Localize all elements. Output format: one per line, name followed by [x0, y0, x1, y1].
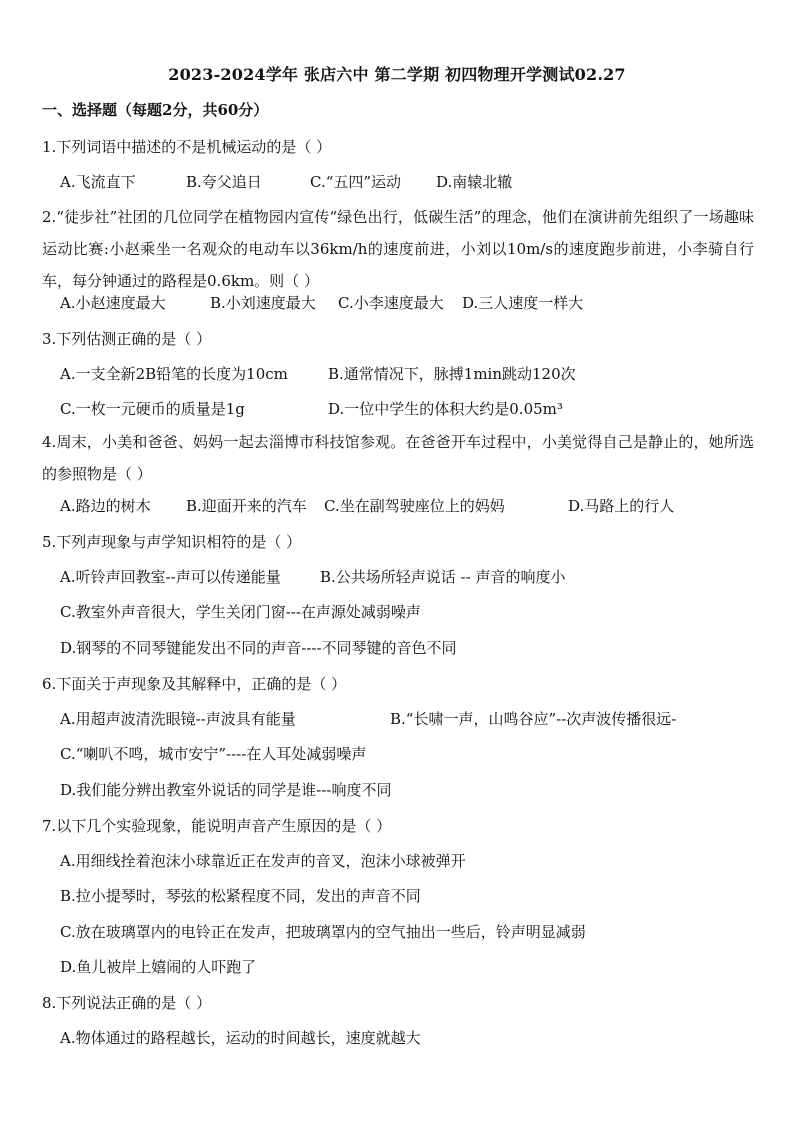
question-1-stem: 1.下列词语中描述的不是机械运动的是（ ） — [42, 138, 332, 156]
page-title: 2023-2024学年 张店六中 第二学期 初四物理开学测试02.27 — [168, 65, 626, 84]
question-2-option-d: D.三人速度一样大 — [462, 294, 584, 312]
question-6-option-c: C.“喇叭不鸣，城市安宁”----在人耳处减弱噪声 — [60, 745, 367, 763]
question-7-stem: 7.以下几个实验现象，能说明声音产生原因的是（ ） — [42, 817, 392, 835]
question-5-stem: 5.下列声现象与声学知识相符的是（ ） — [42, 533, 302, 551]
question-7-option-c: C.放在玻璃罩内的电铃正在发声，把玻璃罩内的空气抽出一些后，铃声明显减弱 — [60, 923, 586, 941]
question-2-option-c: C.小李速度最大 — [338, 294, 444, 312]
question-2-option-a: A.小赵速度最大 — [60, 294, 166, 312]
question-5-option-d: D.钢琴的不同琴键能发出不同的声音----不同琴键的音色不同 — [60, 639, 457, 657]
question-4-option-c: C.坐在副驾驶座位上的妈妈 — [324, 497, 505, 515]
question-6-option-b: B.“长啸一声，山鸣谷应”--次声波传播很远- — [390, 710, 677, 728]
question-7-option-d: D.鱼儿被岸上嬉闹的人吓跑了 — [60, 958, 257, 976]
question-4-option-d: D.马路上的行人 — [568, 497, 675, 515]
question-2-option-b: B.小刘速度最大 — [210, 294, 316, 312]
question-6-stem: 6.下面关于声现象及其解释中，正确的是（ ） — [42, 675, 347, 693]
question-7-option-a: A.用细线拴着泡沫小球靠近正在发声的音叉，泡沫小球被弹开 — [60, 852, 466, 870]
section-heading: 一、选择题（每题2分，共60分） — [42, 101, 269, 119]
question-1-option-b: B.夸父追日 — [186, 173, 262, 191]
question-1-option-a: A.飞流直下 — [60, 173, 136, 191]
question-3-stem: 3.下列估测正确的是（ ） — [42, 330, 212, 348]
question-8-option-a: A.物体通过的路程越长，运动的时间越长，速度就越大 — [60, 1029, 421, 1047]
question-8-stem: 8.下列说法正确的是（ ） — [42, 994, 212, 1012]
question-2-stem: 2.“徒步社”社团的几位同学在植物园内宣传“绿色出行，低碳生活”的理念，他们在演讲前先组织了一场趣味运动比赛:小赵乘坐一名观众的电动车以36km/h的速度前进，小刘以10m/s的速度跑步前进，小李骑自行车，每分钟通过的路程是0.6km。则（ ） — [42, 208, 754, 290]
question-4-stem: 4.周末，小美和爸爸、妈妈一起去淄博市科技馆参观。在爸爸开车过程中，小美觉得自己是静止的，她所选的参照物是（ ） — [42, 433, 754, 483]
question-4-option-b: B.迎面开来的汽车 — [186, 497, 307, 515]
question-5-option-c: C.教室外声音很大，学生关闭门窗---在声源处减弱噪声 — [60, 603, 421, 621]
question-3-option-c: C.一枚一元硬币的质量是1g — [60, 400, 245, 418]
question-6-option-a: A.用超声波清洗眼镜--声波具有能量 — [60, 710, 296, 728]
question-6-option-d: D.我们能分辨出教室外说话的同学是谁---响度不同 — [60, 781, 392, 799]
question-7-option-b: B.拉小提琴时，琴弦的松紧程度不同，发出的声音不同 — [60, 887, 421, 905]
question-1-option-c: C.“五四”运动 — [310, 173, 402, 191]
question-3-option-b: B.通常情况下，脉搏1min跳动120次 — [328, 365, 576, 383]
question-5-option-a: A.听铃声回教室--声可以传递能量 — [60, 568, 281, 586]
question-4-option-a: A.路边的树木 — [60, 497, 151, 515]
question-3-option-d: D.一位中学生的体积大约是0.05m³ — [328, 400, 563, 418]
question-1-option-d: D.南辕北辙 — [436, 173, 513, 191]
question-5-option-b: B.公共场所轻声说话 -- 声音的响度小 — [320, 568, 566, 586]
question-3-option-a: A.一支全新2B铅笔的长度为10cm — [60, 365, 288, 383]
